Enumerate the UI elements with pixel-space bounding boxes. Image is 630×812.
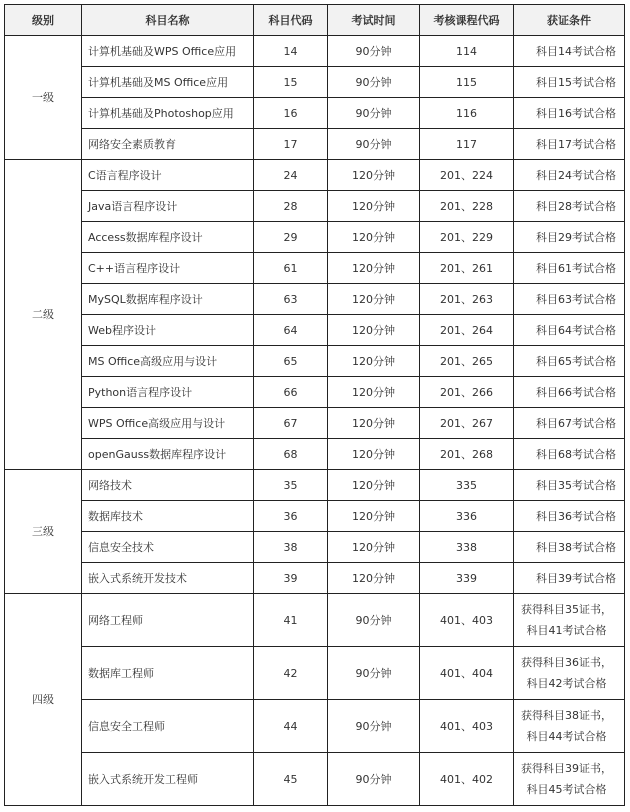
condition-line: 科目67考试合格 (536, 416, 616, 430)
subject-code-cell: 36 (254, 501, 328, 532)
exam-time-cell: 120分钟 (328, 532, 420, 563)
table-row (5, 753, 625, 806)
condition-line: 科目65考试合格 (536, 354, 616, 368)
table-row (5, 67, 625, 98)
subject-code-cell: 64 (254, 315, 328, 346)
exam-time-cell: 90分钟 (328, 753, 420, 806)
table-row (5, 700, 625, 753)
exam-time-cell: 120分钟 (328, 160, 420, 191)
subject-code-cell: 68 (254, 439, 328, 470)
subject-name-cell: Web程序设计 (82, 315, 254, 346)
course-code-cell: 116 (420, 98, 514, 129)
course-code-cell: 201、228 (420, 191, 514, 222)
subject-name-cell: 网络技术 (82, 470, 254, 501)
subject-code-cell: 61 (254, 253, 328, 284)
header-certificate-condition: 获证条件 (514, 5, 625, 36)
subject-name-cell: 计算机基础及WPS Office应用 (82, 36, 254, 67)
subject-code-cell: 28 (254, 191, 328, 222)
certificate-condition-cell (514, 377, 625, 408)
exam-time-cell: 120分钟 (328, 408, 420, 439)
subject-name-cell: Java语言程序设计 (82, 191, 254, 222)
table-row (5, 315, 625, 346)
condition-line: 科目61考试合格 (536, 261, 616, 275)
exam-time-cell: 90分钟 (328, 594, 420, 647)
course-code-cell: 401、402 (420, 753, 514, 806)
course-code-cell: 115 (420, 67, 514, 98)
subject-code-cell: 24 (254, 160, 328, 191)
subject-name-cell: openGauss数据库程序设计 (82, 439, 254, 470)
subject-name-cell: Python语言程序设计 (82, 377, 254, 408)
subject-code-cell: 39 (254, 563, 328, 594)
course-code-cell: 335 (420, 470, 514, 501)
condition-line: 科目42考试合格 (526, 677, 607, 690)
exam-time-cell: 90分钟 (328, 98, 420, 129)
subject-code-cell: 15 (254, 67, 328, 98)
subject-name-cell: 信息安全工程师 (82, 700, 254, 753)
exam-time-cell: 120分钟 (328, 563, 420, 594)
subject-name-cell: MySQL数据库程序设计 (82, 284, 254, 315)
table-row (5, 253, 625, 284)
certificate-condition-cell (514, 753, 625, 806)
subject-code-cell: 38 (254, 532, 328, 563)
condition-line: 科目36考试合格 (536, 509, 616, 523)
exam-time-cell: 120分钟 (328, 439, 420, 470)
condition-line: 科目66考试合格 (536, 385, 616, 399)
subject-code-cell: 41 (254, 594, 328, 647)
subject-name-cell: 嵌入式系统开发技术 (82, 563, 254, 594)
certificate-condition-cell (514, 284, 625, 315)
subject-code-cell: 17 (254, 129, 328, 160)
subject-code-cell: 42 (254, 647, 328, 700)
subject-name-cell: 数据库工程师 (82, 647, 254, 700)
level-cell: 一级 (5, 36, 82, 160)
certificate-condition-cell (514, 594, 625, 647)
level-cell: 三级 (5, 470, 82, 594)
table-row (5, 346, 625, 377)
subject-name-cell: MS Office高级应用与设计 (82, 346, 254, 377)
certificate-condition-cell (514, 129, 625, 160)
condition-line: 科目14考试合格 (536, 44, 616, 58)
certificate-condition-cell (514, 346, 625, 377)
condition-line: 获得科目39证书， (521, 762, 612, 775)
condition-line: 科目39考试合格 (536, 571, 616, 585)
header-subject-name: 科目名称 (82, 5, 254, 36)
exam-time-cell: 120分钟 (328, 501, 420, 532)
subject-code-cell: 14 (254, 36, 328, 67)
table-row (5, 594, 625, 647)
subject-code-cell: 45 (254, 753, 328, 806)
certificate-condition-cell (514, 222, 625, 253)
table-row (5, 501, 625, 532)
certificate-condition-cell (514, 98, 625, 129)
certificate-condition-cell (514, 160, 625, 191)
subject-name-cell: 数据库技术 (82, 501, 254, 532)
table-row (5, 408, 625, 439)
header-exam-time: 考试时间 (328, 5, 420, 36)
certificate-condition-cell (514, 253, 625, 284)
subject-name-cell: WPS Office高级应用与设计 (82, 408, 254, 439)
header-row (5, 5, 625, 36)
condition-line: 科目68考试合格 (536, 447, 616, 461)
course-code-cell: 336 (420, 501, 514, 532)
course-code-cell: 201、229 (420, 222, 514, 253)
table-row (5, 647, 625, 700)
course-code-cell: 201、265 (420, 346, 514, 377)
table-row (5, 377, 625, 408)
condition-line: 获得科目38证书， (521, 709, 612, 722)
subject-name-cell: Access数据库程序设计 (82, 222, 254, 253)
condition-line: 获得科目35证书， (521, 603, 612, 616)
subject-name-cell: C++语言程序设计 (82, 253, 254, 284)
certificate-condition-cell (514, 315, 625, 346)
exam-time-cell: 120分钟 (328, 377, 420, 408)
header-subject-code: 科目代码 (254, 5, 328, 36)
table-row (5, 532, 625, 563)
header-level: 级别 (5, 5, 82, 36)
exam-time-cell: 120分钟 (328, 346, 420, 377)
table-row (5, 439, 625, 470)
condition-line: 科目16考试合格 (536, 106, 616, 120)
condition-line: 科目28考试合格 (536, 199, 616, 213)
course-code-cell: 201、267 (420, 408, 514, 439)
table-row (5, 129, 625, 160)
subject-name-cell: 嵌入式系统开发工程师 (82, 753, 254, 806)
condition-line: 科目38考试合格 (536, 540, 616, 554)
level-cell: 四级 (5, 594, 82, 806)
exam-time-cell: 120分钟 (328, 284, 420, 315)
exam-time-cell: 120分钟 (328, 253, 420, 284)
condition-line: 科目63考试合格 (536, 292, 616, 306)
course-code-cell: 201、261 (420, 253, 514, 284)
table-row (5, 284, 625, 315)
header-course-code: 考核课程代码 (420, 5, 514, 36)
course-code-cell: 201、268 (420, 439, 514, 470)
exam-time-cell: 90分钟 (328, 36, 420, 67)
exam-time-cell: 120分钟 (328, 315, 420, 346)
course-code-cell: 339 (420, 563, 514, 594)
course-code-cell: 201、224 (420, 160, 514, 191)
certificate-condition-cell (514, 67, 625, 98)
course-code-cell: 401、403 (420, 700, 514, 753)
exam-subjects-table (4, 4, 625, 806)
condition-line: 科目17考试合格 (536, 137, 616, 151)
table-row (5, 222, 625, 253)
exam-time-cell: 120分钟 (328, 470, 420, 501)
certificate-condition-cell (514, 439, 625, 470)
subject-name-cell: 网络安全素质教育 (82, 129, 254, 160)
course-code-cell: 201、264 (420, 315, 514, 346)
subject-code-cell: 67 (254, 408, 328, 439)
certificate-condition-cell (514, 501, 625, 532)
subject-code-cell: 35 (254, 470, 328, 501)
subject-name-cell: 信息安全技术 (82, 532, 254, 563)
certificate-condition-cell (514, 647, 625, 700)
certificate-condition-cell (514, 563, 625, 594)
exam-time-cell: 120分钟 (328, 222, 420, 253)
course-code-cell: 401、403 (420, 594, 514, 647)
subject-code-cell: 63 (254, 284, 328, 315)
certificate-condition-cell (514, 191, 625, 222)
subject-code-cell: 66 (254, 377, 328, 408)
exam-time-cell: 90分钟 (328, 129, 420, 160)
level-cell: 二级 (5, 160, 82, 470)
certificate-condition-cell (514, 700, 625, 753)
condition-line: 获得科目36证书， (521, 656, 612, 669)
condition-line: 科目64考试合格 (536, 323, 616, 337)
subject-code-cell: 29 (254, 222, 328, 253)
table-row (5, 160, 625, 191)
condition-line: 科目29考试合格 (536, 230, 616, 244)
condition-line: 科目15考试合格 (536, 75, 616, 89)
exam-time-cell: 90分钟 (328, 700, 420, 753)
subject-name-cell: 计算机基础及MS Office应用 (82, 67, 254, 98)
subject-code-cell: 44 (254, 700, 328, 753)
exam-time-cell: 120分钟 (328, 191, 420, 222)
course-code-cell: 401、404 (420, 647, 514, 700)
course-code-cell: 338 (420, 532, 514, 563)
condition-line: 科目24考试合格 (536, 168, 616, 182)
course-code-cell: 114 (420, 36, 514, 67)
course-code-cell: 201、263 (420, 284, 514, 315)
table-row (5, 563, 625, 594)
condition-line: 科目41考试合格 (526, 624, 607, 637)
table-row (5, 98, 625, 129)
course-code-cell: 117 (420, 129, 514, 160)
course-code-cell: 201、266 (420, 377, 514, 408)
certificate-condition-cell (514, 532, 625, 563)
exam-time-cell: 90分钟 (328, 67, 420, 98)
table-body (5, 36, 625, 806)
subject-code-cell: 16 (254, 98, 328, 129)
condition-line: 科目44考试合格 (526, 730, 607, 743)
subject-name-cell: C语言程序设计 (82, 160, 254, 191)
subject-name-cell: 计算机基础及Photoshop应用 (82, 98, 254, 129)
exam-time-cell: 90分钟 (328, 647, 420, 700)
certificate-condition-cell (514, 470, 625, 501)
condition-line: 科目35考试合格 (536, 478, 616, 492)
certificate-condition-cell (514, 36, 625, 67)
condition-line: 科目45考试合格 (526, 783, 607, 796)
table-row (5, 36, 625, 67)
table-row (5, 191, 625, 222)
certificate-condition-cell (514, 408, 625, 439)
table-row (5, 470, 625, 501)
subject-code-cell: 65 (254, 346, 328, 377)
subject-name-cell: 网络工程师 (82, 594, 254, 647)
